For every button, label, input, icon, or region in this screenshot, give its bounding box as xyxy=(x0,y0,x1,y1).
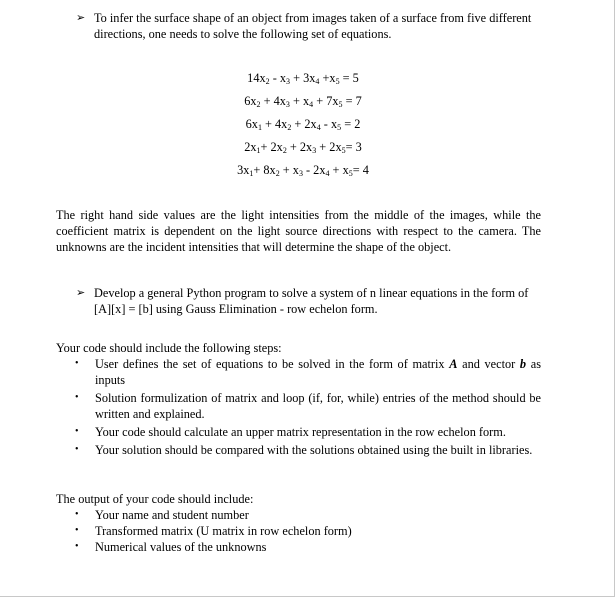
bullet-dot-icon: • xyxy=(75,444,79,455)
explanation-paragraph: The right hand side values are the light intensities from the middle of the images, while the coefficient matrix is dependent on the light source directions with respect to the camera. The unknowns are the incident intensities that will determine the shape of the object. xyxy=(56,208,541,254)
arrow-bullet-icon: ➢ xyxy=(76,12,86,24)
list-item: • Your solution should be compared with the solutions obtained using the built in libraries. xyxy=(75,443,533,457)
equation-line: $14x_2 - x_3 + 3x_4 +x_5 = 5$ xyxy=(247,71,359,86)
task-item xyxy=(76,285,542,317)
output-heading: The output of your code should include: xyxy=(56,492,254,506)
intro-item xyxy=(76,10,546,42)
equation-line: $6x_1 + 4x_2 + 2x_4 - x_5 = 2$ xyxy=(245,117,361,132)
equation-line: $3x_1+ 8x_2 + x_3 - 2x_4 + x_5= 4$ xyxy=(237,163,369,178)
bullet-dot-icon: • xyxy=(75,509,79,520)
list-item: • Your name and student number xyxy=(75,508,249,522)
bullet-dot-icon: • xyxy=(75,426,79,437)
equation-line: $6x_2 + 4x_3 + x_4 + 7x_5 = 7$ xyxy=(244,94,362,109)
steps-section xyxy=(56,340,541,458)
vector-symbol: b xyxy=(519,357,527,371)
output-section xyxy=(56,491,541,555)
bullet-dot-icon: • xyxy=(75,358,79,369)
list-item: • Solution formulization of matrix and loop (if, for, while) entries of the method should be written and explained. xyxy=(75,391,541,421)
bullet-dot-icon: • xyxy=(75,525,79,536)
list-item: • Your code should calculate an upper matrix representation in the row echelon form. xyxy=(75,425,506,439)
list-item: • Transformed matrix (U matrix in row echelon form) xyxy=(75,524,352,538)
matrix-symbol: A xyxy=(449,357,458,371)
intro-text: To infer the surface shape of an object from images taken of a surface from five different directions, one needs to solve the following set of equations. xyxy=(94,11,532,41)
bullet-dot-icon: • xyxy=(75,392,79,403)
equation-line: $2x_1+ 2x_2 + 2x_3 + 2x_5= 3$ xyxy=(244,140,362,155)
output-list xyxy=(56,507,541,555)
list-item: • User defines the set of equations to be solved in the form of matrix A and vector b as inputs xyxy=(75,357,541,387)
list-item: • Numerical values of the unknowns xyxy=(75,540,267,554)
steps-list xyxy=(56,356,541,458)
bullet-dot-icon: • xyxy=(75,541,79,552)
steps-heading: Your code should include the following steps: xyxy=(56,341,282,355)
task-text: Develop a general Python program to solve a system of n linear equations in the form of [A][x] = [b] using Gauss Elimination - row echelon form. xyxy=(94,286,529,316)
arrow-bullet-icon: ➢ xyxy=(76,287,86,299)
